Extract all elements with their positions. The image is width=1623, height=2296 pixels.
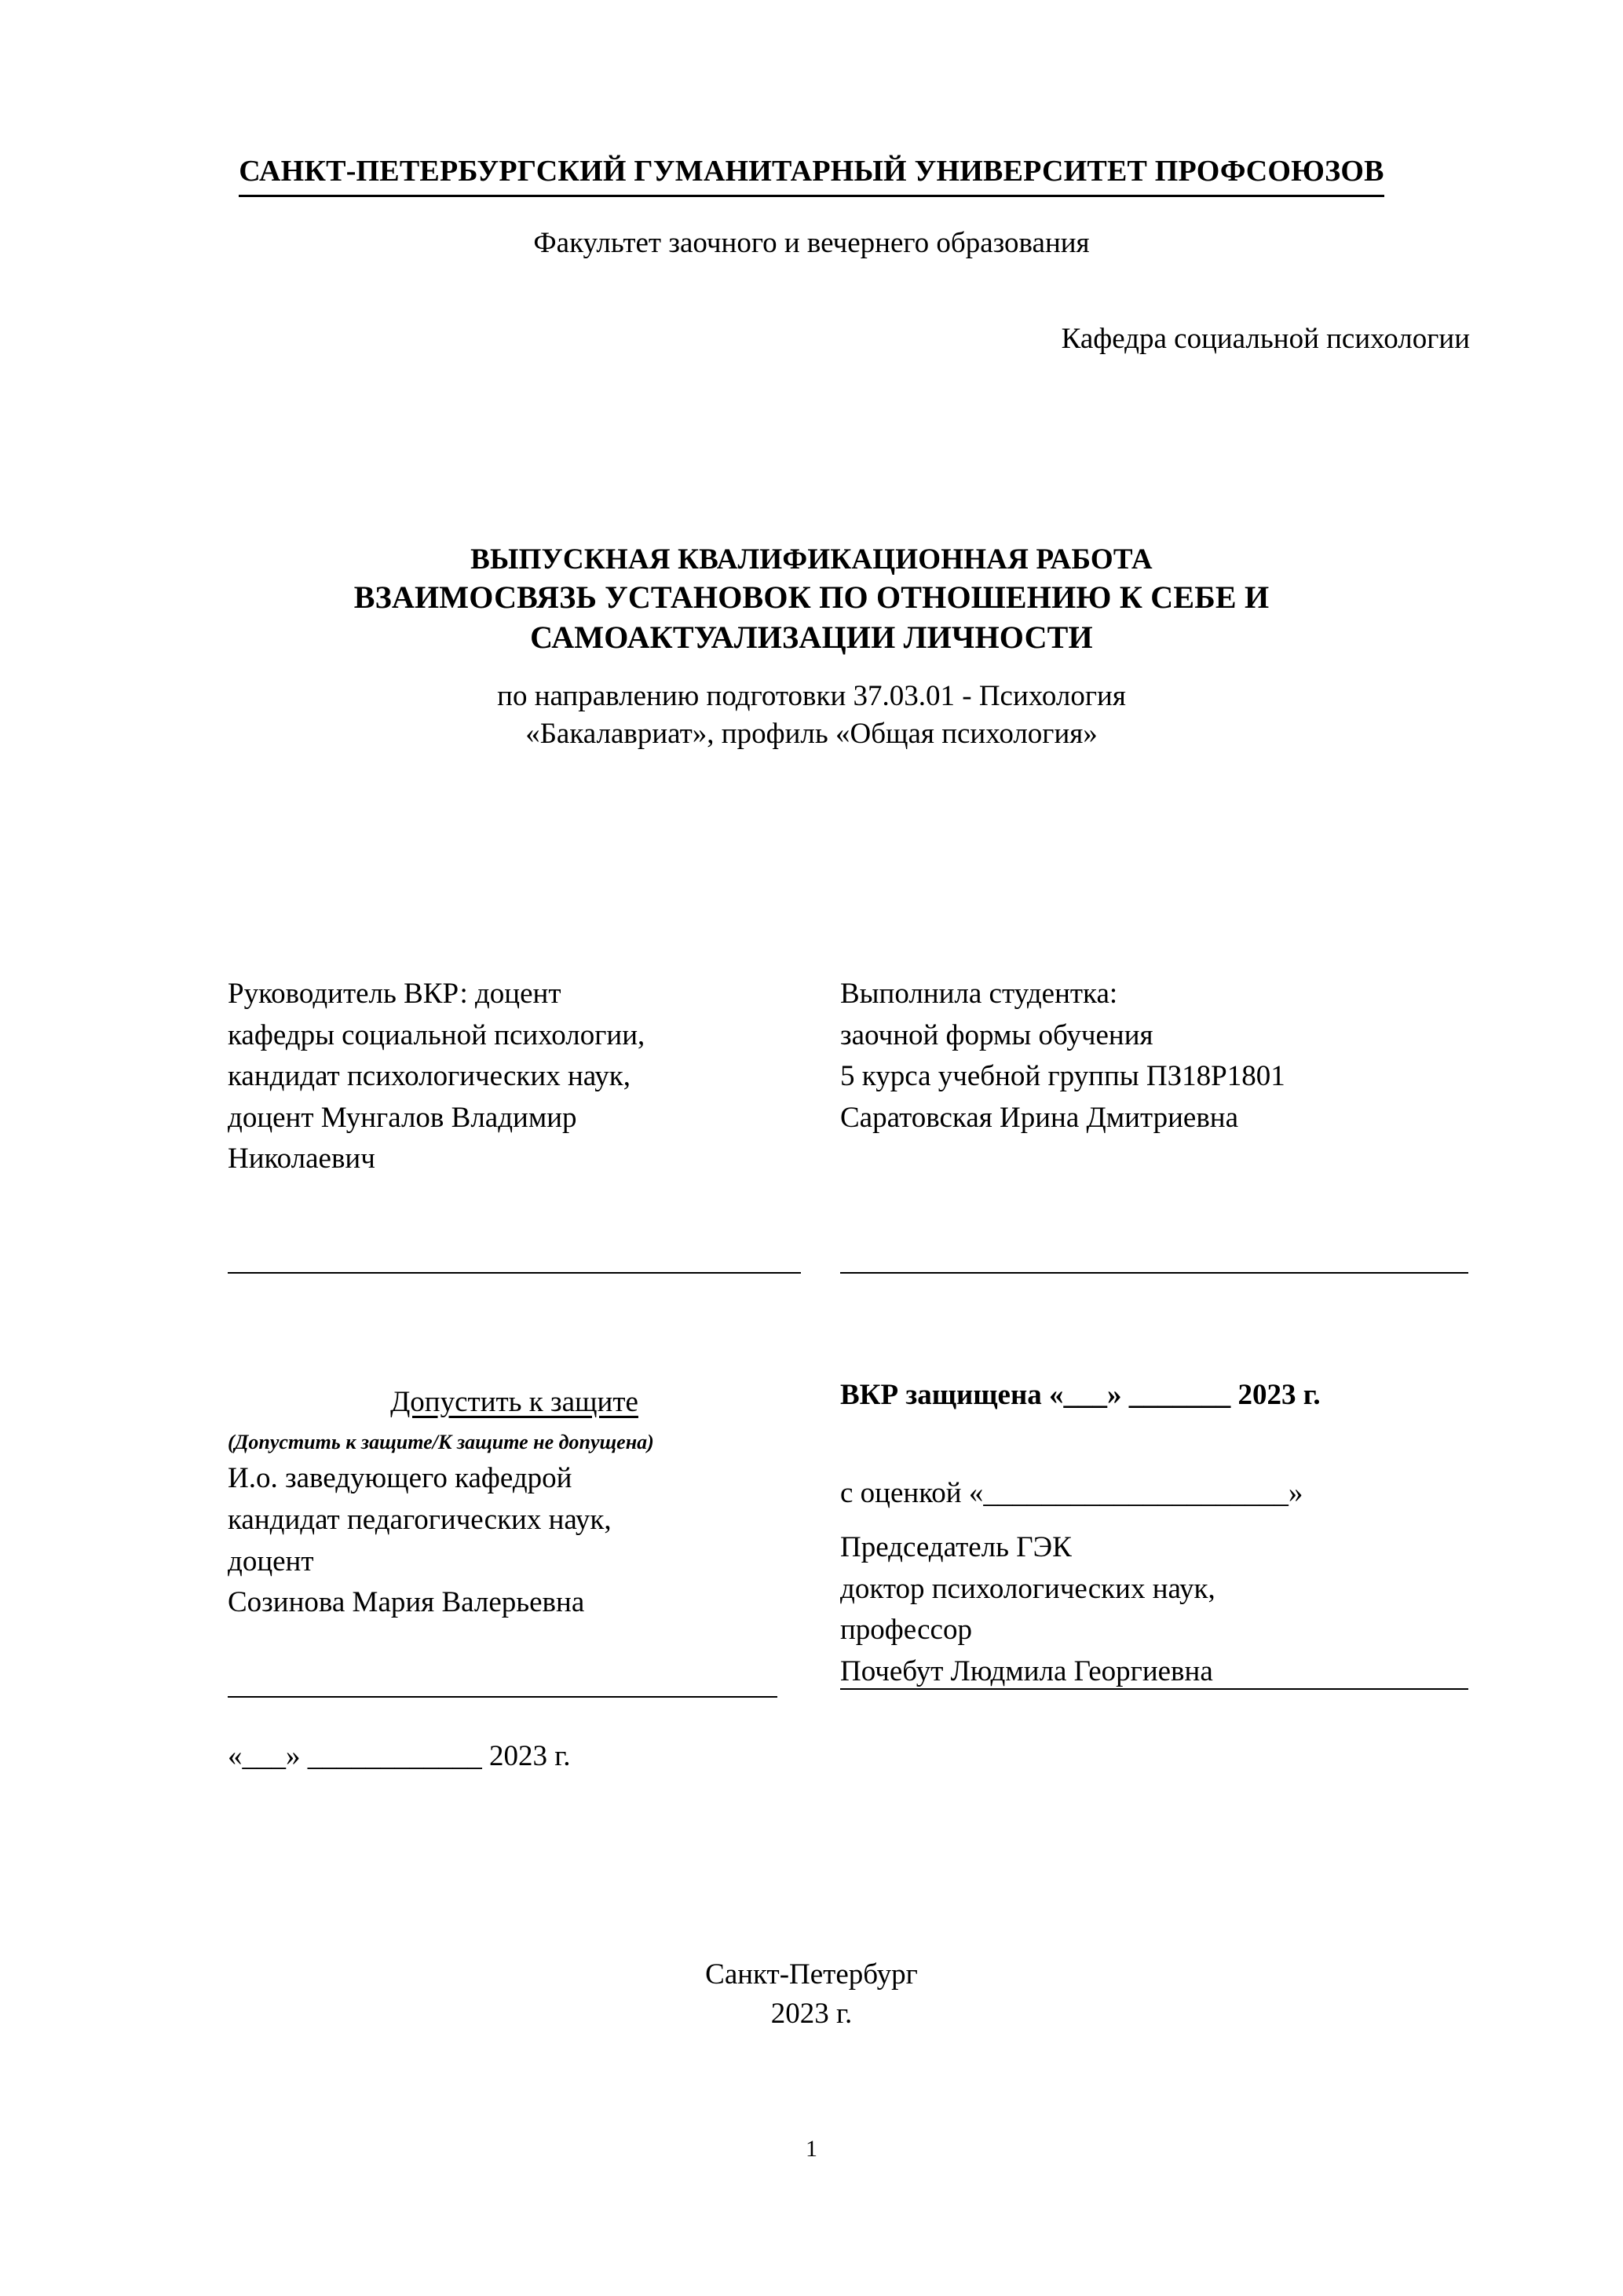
faculty-name: Факультет заочного и вечернего образования xyxy=(533,227,1090,259)
approval-date: «___» ____________ 2023 г. xyxy=(228,1740,571,1772)
approval-heading: Допустить к защите xyxy=(390,1386,638,1418)
student-line-3: 5 курса учебной группы ПЗ18Р1801 xyxy=(840,1060,1285,1093)
footer-year: 2023 г. xyxy=(770,1997,853,2030)
approval-line-4: Созинова Мария Валерьевна xyxy=(228,1586,585,1619)
university-name xyxy=(0,154,1623,197)
supervisor-signature-line xyxy=(228,1272,801,1274)
student-line-4: Саратовская Ирина Дмитриевна xyxy=(840,1101,1239,1134)
department-name: Кафедра социальной психологии xyxy=(1061,323,1470,355)
thesis-title-line-1: ВЗАИМОСВЯЗЬ УСТАНОВОК ПО ОТНОШЕНИЮ К СЕБЕ И xyxy=(353,579,1270,616)
supervisor-line-5: Николаевич xyxy=(228,1143,375,1175)
approval-note: (Допустить к защите/К защите не допущена) xyxy=(228,1430,654,1453)
defense-mark-line: с оценкой «_____________________» xyxy=(840,1477,1303,1509)
footer-city-block xyxy=(0,1955,1623,2034)
approval-line-3: доцент xyxy=(228,1545,314,1578)
student-signature-line xyxy=(840,1272,1468,1274)
approval-line-2: кандидат педагогических наук, xyxy=(228,1503,612,1536)
university-name-text: САНКТ-ПЕТЕРБУРГСКИЙ ГУМАНИТАРНЫЙ УНИВЕРСИТЕТ ПРОФСОЮЗОВ xyxy=(239,154,1384,197)
student-line-2: заочной формы обучения xyxy=(840,1018,1153,1051)
program-line-1: по направлению подготовки 37.03.01 - Психология xyxy=(497,679,1126,712)
approval-signature-line xyxy=(228,1696,777,1698)
defense-chair-name: Почебут Людмила Георгиевна xyxy=(840,1654,1213,1687)
footer-city: Санкт-Петербург xyxy=(705,1958,918,1991)
defense-chair-title: Председатель ГЭК xyxy=(840,1531,1072,1563)
supervisor-block xyxy=(228,974,809,1180)
supervisor-line-3: кандидат психологических наук, xyxy=(228,1060,631,1093)
defense-signature-line xyxy=(840,1688,1468,1690)
defense-heading: ВКР защищена «___» _______ 2023 г. xyxy=(840,1379,1321,1411)
approval-block xyxy=(228,1382,801,1624)
thesis-title-line-2: САМОАКТУАЛИЗАЦИИ ЛИЧНОСТИ xyxy=(530,619,1093,655)
thesis-kind: ВЫПУСКНАЯ КВАЛИФИКАЦИОННАЯ РАБОТА xyxy=(470,543,1153,576)
student-line-1: Выполнила студентка: xyxy=(840,978,1118,1010)
thesis-title-block xyxy=(141,542,1482,753)
supervisor-line-1: Руководитель ВКР: доцент xyxy=(228,978,561,1010)
student-block xyxy=(840,974,1492,1139)
defense-chair-rank: профессор xyxy=(840,1614,972,1647)
defense-chair-degree: доктор психологических наук, xyxy=(840,1572,1215,1605)
page-number: 1 xyxy=(806,2136,817,2162)
defense-committee-block xyxy=(840,1527,1515,1692)
supervisor-line-4: доцент Мунгалов Владимир xyxy=(228,1101,577,1134)
approval-line-1: И.о. заведующего кафедрой xyxy=(228,1462,572,1495)
supervisor-line-2: кафедры социальной психологии, xyxy=(228,1018,645,1051)
program-line-2: «Бакалавриат», профиль «Общая психология» xyxy=(525,717,1098,750)
